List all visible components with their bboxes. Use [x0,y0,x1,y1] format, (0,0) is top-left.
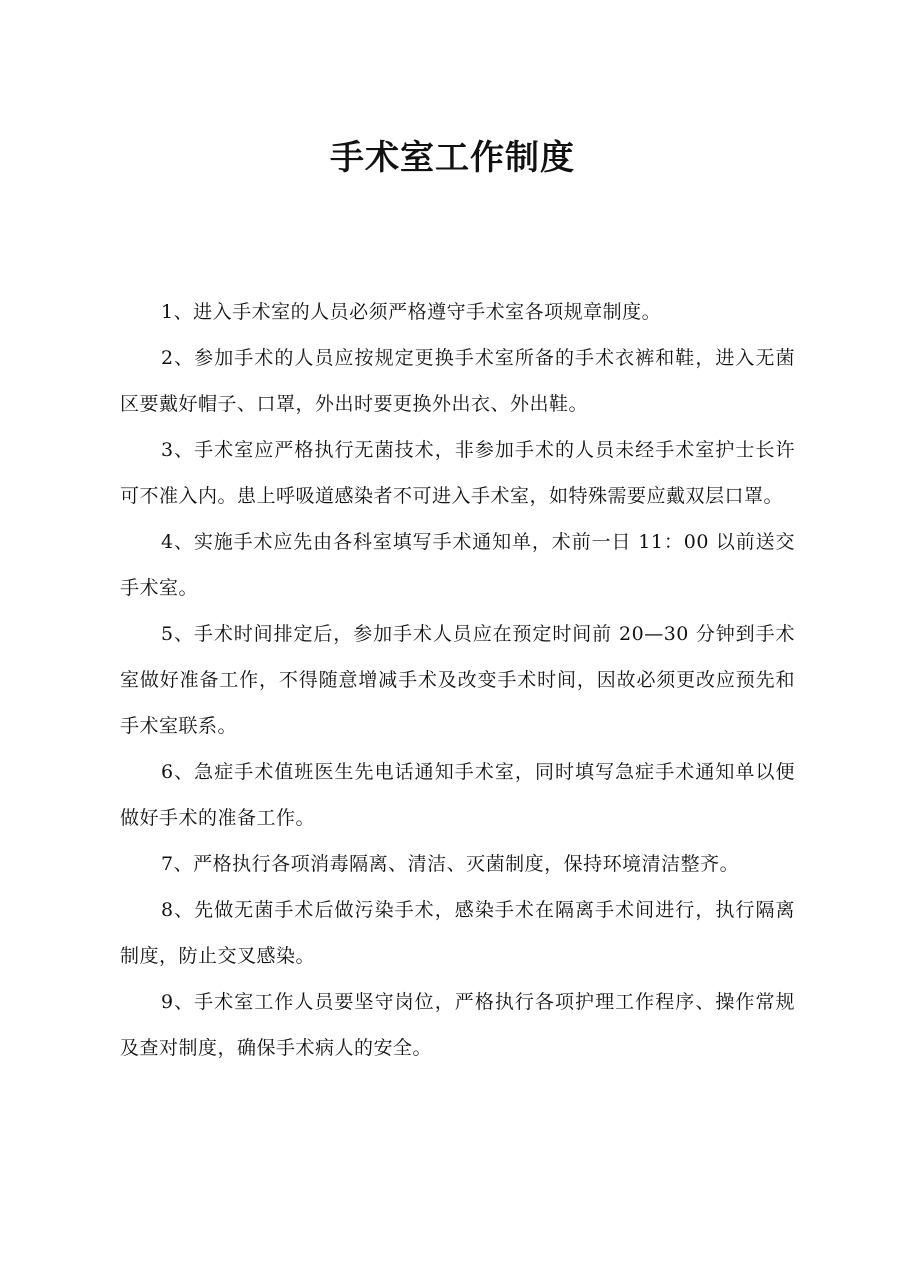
rule-paragraph-6: 6、急症手术值班医生先电话通知手术室，同时填写急症手术通知单以便做好手术的准备工作。 [120,761,795,829]
rule-paragraph-7: 7、严格执行各项消毒隔离、清洁、灭菌制度，保持环境清洁整齐。 [161,853,740,875]
rule-paragraph-9: 9、手术室工作人员要坚守岗位，严格执行各项护理工作程序、操作常规及查对制度，确保手术病人的安全。 [120,991,795,1059]
rule-paragraph-5: 5、手术时间排定后，参加手术人员应在预定时间前 20—30 分钟到手术室做好准备工作，不得随意增减手术及改变手术时间，因故必须更改应预先和手术室联系。 [120,623,795,737]
document-body [120,289,795,1071]
rule-paragraph-3: 3、手术室应严格执行无菌技术，非参加手术的人员未经手术室护士长许可不准入内。患上呼吸道感染者不可进入手术室，如特殊需要应戴双层口罩。 [120,439,795,507]
document-title: 手术室工作制度 [330,138,575,178]
rule-paragraph-4: 4、实施手术应先由各科室填写手术通知单，术前一日 11：00 以前送交手术室。 [120,531,795,599]
rule-paragraph-2: 2、参加手术的人员应按规定更换手术室所备的手术衣裤和鞋，进入无菌区要戴好帽子、口罩，外出时要更换外出衣、外出鞋。 [120,347,795,415]
rule-paragraph-1: 1、进入手术室的人员必须严格遵守手术室各项规章制度。 [161,301,662,323]
rule-paragraph-8: 8、先做无菌手术后做污染手术，感染手术在隔离手术间进行，执行隔离制度，防止交叉感染。 [120,899,795,967]
